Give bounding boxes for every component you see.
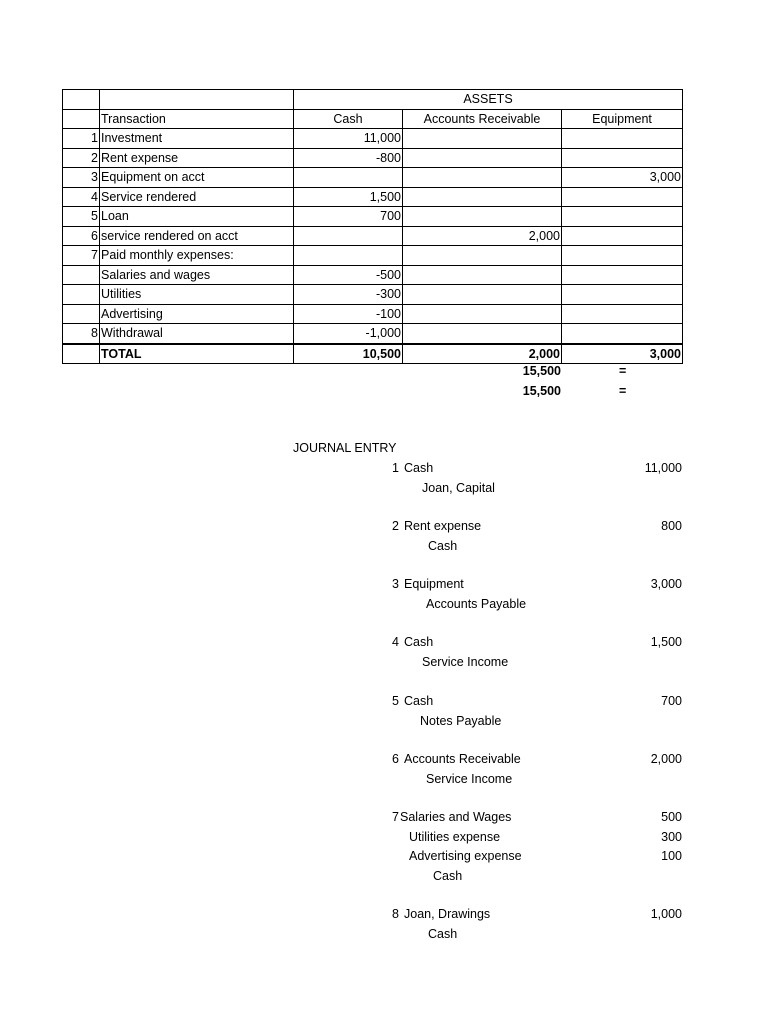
journal-debit-account: Cash bbox=[404, 694, 434, 708]
row-label: service rendered on acct bbox=[100, 226, 294, 246]
table-row bbox=[63, 324, 683, 344]
journal-entry-number: 6 bbox=[392, 752, 399, 766]
row-cash bbox=[294, 246, 403, 266]
row-number bbox=[63, 304, 100, 324]
row-label: Service rendered bbox=[100, 187, 294, 207]
cell bbox=[63, 344, 100, 364]
row-accounts-receivable bbox=[403, 207, 562, 227]
row-cash: 11,000 bbox=[294, 129, 403, 149]
journal-entry-number: 3 bbox=[392, 577, 399, 591]
journal-amount: 800 bbox=[661, 519, 682, 533]
row-accounts-receivable bbox=[403, 168, 562, 188]
total-cash: 10,500 bbox=[294, 344, 403, 364]
row-label: Paid monthly expenses: bbox=[100, 246, 294, 266]
table-row bbox=[63, 129, 683, 149]
journal-debit-account: Joan, Drawings bbox=[404, 907, 491, 921]
journal-debit-account: Rent expense bbox=[404, 519, 482, 533]
row-number: 4 bbox=[63, 187, 100, 207]
row-equipment bbox=[562, 187, 683, 207]
row-equipment bbox=[562, 226, 683, 246]
row-label: Withdrawal bbox=[100, 324, 294, 344]
journal-account: Cash bbox=[428, 538, 458, 553]
table-row bbox=[63, 246, 683, 266]
total-row bbox=[63, 344, 683, 364]
row-accounts-receivable bbox=[403, 265, 562, 285]
row-accounts-receivable bbox=[403, 148, 562, 168]
row-accounts-receivable bbox=[403, 304, 562, 324]
row-number: 1 bbox=[63, 129, 100, 149]
row-label: Investment bbox=[100, 129, 294, 149]
journal-account: Cash bbox=[433, 868, 463, 883]
journal-amount: 700 bbox=[661, 694, 682, 708]
row-number bbox=[63, 285, 100, 305]
row-accounts-receivable bbox=[403, 187, 562, 207]
journal-account: Service Income bbox=[422, 654, 509, 669]
cell bbox=[63, 90, 100, 110]
row-number: 8 bbox=[63, 324, 100, 344]
row-cash: 700 bbox=[294, 207, 403, 227]
row-equipment bbox=[562, 129, 683, 149]
assets-worksheet-table bbox=[62, 89, 683, 364]
journal-debit-account: Accounts Receivable bbox=[404, 752, 521, 766]
summary-total-1: 15,500 bbox=[522, 364, 561, 378]
row-number: 2 bbox=[63, 148, 100, 168]
journal-debit-account: Equipment bbox=[404, 577, 464, 591]
row-number: 7 bbox=[63, 246, 100, 266]
table-row bbox=[63, 187, 683, 207]
table-row bbox=[63, 148, 683, 168]
row-accounts-receivable bbox=[403, 285, 562, 305]
assets-header: ASSETS bbox=[294, 90, 683, 110]
journal-amount: 500 bbox=[661, 810, 682, 824]
row-label: Rent expense bbox=[100, 148, 294, 168]
column-header-transaction: Transaction bbox=[100, 109, 294, 129]
journal-entry-number: 2 bbox=[392, 519, 399, 533]
row-cash bbox=[294, 168, 403, 188]
column-header-accounts-receivable: Accounts Receivable bbox=[403, 109, 562, 129]
summary-equals-1: = bbox=[619, 364, 627, 378]
journal-entry-number: 7 bbox=[392, 810, 399, 824]
row-label: Loan bbox=[100, 207, 294, 227]
column-header-equipment: Equipment bbox=[562, 109, 683, 129]
column-header-cash: Cash bbox=[294, 109, 403, 129]
journal-entry-number: 4 bbox=[392, 635, 399, 649]
journal-entry-number: 5 bbox=[392, 694, 399, 708]
header-row-assets bbox=[63, 90, 683, 110]
row-label: Salaries and wages bbox=[100, 265, 294, 285]
journal-amount: 2,000 bbox=[650, 752, 682, 766]
table-row bbox=[63, 265, 683, 285]
summary-equals-2: = bbox=[619, 384, 627, 398]
row-cash: -800 bbox=[294, 148, 403, 168]
journal-amount: 1,500 bbox=[650, 635, 682, 649]
row-equipment bbox=[562, 246, 683, 266]
row-number: 6 bbox=[63, 226, 100, 246]
table-row bbox=[63, 226, 683, 246]
row-cash bbox=[294, 226, 403, 246]
journal-debit-account: Cash bbox=[404, 461, 434, 475]
table-row bbox=[63, 168, 683, 188]
row-label: Advertising bbox=[100, 304, 294, 324]
row-equipment bbox=[562, 207, 683, 227]
row-equipment bbox=[562, 324, 683, 344]
journal-account: Utilities expense bbox=[409, 829, 501, 844]
row-equipment bbox=[562, 265, 683, 285]
row-cash: -1,000 bbox=[294, 324, 403, 344]
journal-entry-number: 8 bbox=[392, 907, 399, 921]
row-cash: -300 bbox=[294, 285, 403, 305]
journal-amount: 100 bbox=[661, 849, 682, 863]
journal-account: Notes Payable bbox=[420, 713, 502, 728]
row-label: Equipment on acct bbox=[100, 168, 294, 188]
journal-account: Advertising expense bbox=[409, 849, 522, 863]
journal-amount: 3,000 bbox=[650, 577, 682, 591]
row-equipment bbox=[562, 285, 683, 305]
journal-account: Cash bbox=[428, 926, 458, 941]
row-number: 5 bbox=[63, 207, 100, 227]
table-row bbox=[63, 207, 683, 227]
row-cash: -100 bbox=[294, 304, 403, 324]
row-accounts-receivable: 2,000 bbox=[403, 226, 562, 246]
journal-debit-account: Salaries and Wages bbox=[400, 810, 512, 824]
row-accounts-receivable bbox=[403, 324, 562, 344]
row-equipment bbox=[562, 304, 683, 324]
row-accounts-receivable bbox=[403, 129, 562, 149]
journal-account: Service Income bbox=[426, 771, 513, 786]
journal-entry-title: JOURNAL ENTRY bbox=[293, 441, 397, 455]
row-accounts-receivable bbox=[403, 246, 562, 266]
header-row-columns bbox=[63, 109, 683, 129]
row-equipment: 3,000 bbox=[562, 168, 683, 188]
journal-amount: 300 bbox=[661, 829, 682, 844]
cell bbox=[63, 109, 100, 129]
row-cash: 1,500 bbox=[294, 187, 403, 207]
journal-account: Joan, Capital bbox=[422, 480, 495, 495]
row-cash: -500 bbox=[294, 265, 403, 285]
row-number: 3 bbox=[63, 168, 100, 188]
row-equipment bbox=[562, 148, 683, 168]
row-number bbox=[63, 265, 100, 285]
total-accounts-receivable: 2,000 bbox=[403, 344, 562, 364]
journal-account: Accounts Payable bbox=[426, 596, 527, 611]
table-row bbox=[63, 304, 683, 324]
total-equipment: 3,000 bbox=[562, 344, 683, 364]
table-row bbox=[63, 285, 683, 305]
cell bbox=[100, 90, 294, 110]
summary-total-2: 15,500 bbox=[522, 384, 561, 398]
journal-amount: 1,000 bbox=[650, 907, 682, 921]
journal-amount: 11,000 bbox=[644, 461, 682, 475]
journal-debit-account: Cash bbox=[404, 635, 434, 649]
total-label: TOTAL bbox=[100, 344, 294, 364]
row-label: Utilities bbox=[100, 285, 294, 305]
journal-entry-number: 1 bbox=[392, 461, 399, 475]
